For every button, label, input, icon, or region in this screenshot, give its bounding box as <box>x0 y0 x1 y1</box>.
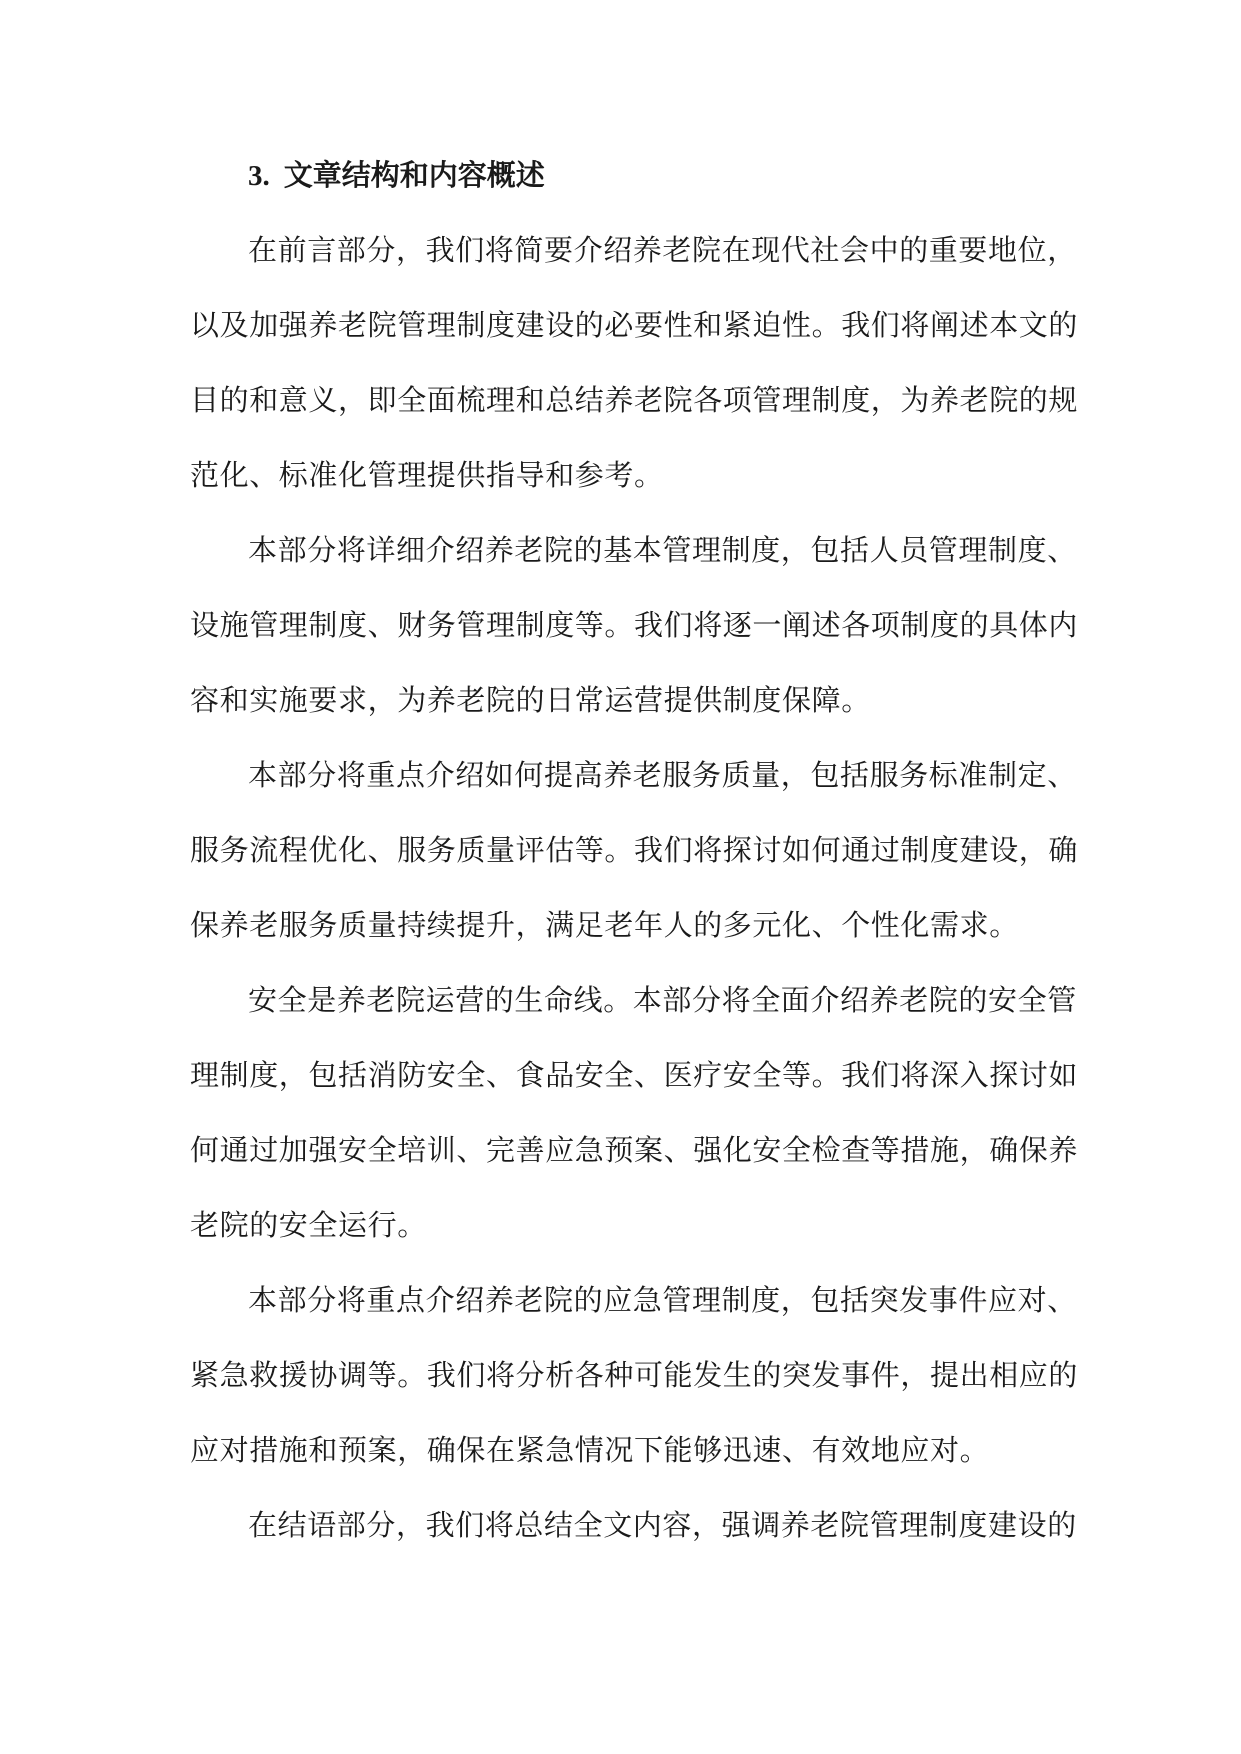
paragraph-line: 目的和意义，即全面梳理和总结养老院各项管理制度，为养老院的规 <box>190 383 1079 417</box>
section-heading <box>190 138 1070 213</box>
paragraph-line: 在前言部分，我们将简要介绍养老院在现代社会中的重要地位， <box>248 233 1077 267</box>
paragraph-line: 本部分将重点介绍如何提高养老服务质量，包括服务标准制定、 <box>248 758 1077 792</box>
paragraph-line: 老院的安全运行。 <box>190 1208 427 1242</box>
paragraph-line: 理制度，包括消防安全、食品安全、医疗安全等。我们将深入探讨如 <box>190 1058 1079 1092</box>
paragraph-preface <box>190 213 1079 513</box>
paragraph-line: 范化、标准化管理提供指导和参考。 <box>190 458 664 492</box>
paragraph-service-quality <box>190 738 1079 963</box>
paragraph-line: 容和实施要求，为养老院的日常运营提供制度保障。 <box>190 683 871 717</box>
paragraph-line: 何通过加强安全培训、完善应急预案、强化安全检查等措施，确保养 <box>190 1133 1079 1167</box>
paragraph-conclusion <box>190 1488 1077 1563</box>
paragraph-line: 保养老服务质量持续提升，满足老年人的多元化、个性化需求。 <box>190 908 1019 942</box>
paragraph-line: 在结语部分，我们将总结全文内容，强调养老院管理制度建设的 <box>248 1508 1077 1542</box>
document-body <box>190 138 1079 1563</box>
paragraph-line: 安全是养老院运营的生命线。本部分将全面介绍养老院的安全管 <box>248 983 1077 1017</box>
paragraph-line: 应对措施和预案，确保在紧急情况下能够迅速、有效地应对。 <box>190 1433 990 1467</box>
paragraph-emergency-management <box>190 1263 1079 1488</box>
section-title: 文章结构和内容概述 <box>283 158 545 192</box>
paragraph-line: 紧急救援协调等。我们将分析各种可能发生的突发事件，提出相应的 <box>190 1358 1079 1392</box>
paragraph-line: 以及加强养老院管理制度建设的必要性和紧迫性。我们将阐述本文的 <box>190 308 1079 342</box>
paragraph-line: 本部分将重点介绍养老院的应急管理制度，包括突发事件应对、 <box>248 1283 1077 1317</box>
paragraph-line: 服务流程优化、服务质量评估等。我们将探讨如何通过制度建设，确 <box>190 833 1079 867</box>
section-number: 3. <box>248 160 270 192</box>
paragraph-basic-management <box>190 513 1079 738</box>
paragraph-line: 本部分将详细介绍养老院的基本管理制度，包括人员管理制度、 <box>248 533 1077 567</box>
paragraph-safety-management <box>190 963 1079 1263</box>
paragraph-line: 设施管理制度、财务管理制度等。我们将逐一阐述各项制度的具体内 <box>190 608 1079 642</box>
